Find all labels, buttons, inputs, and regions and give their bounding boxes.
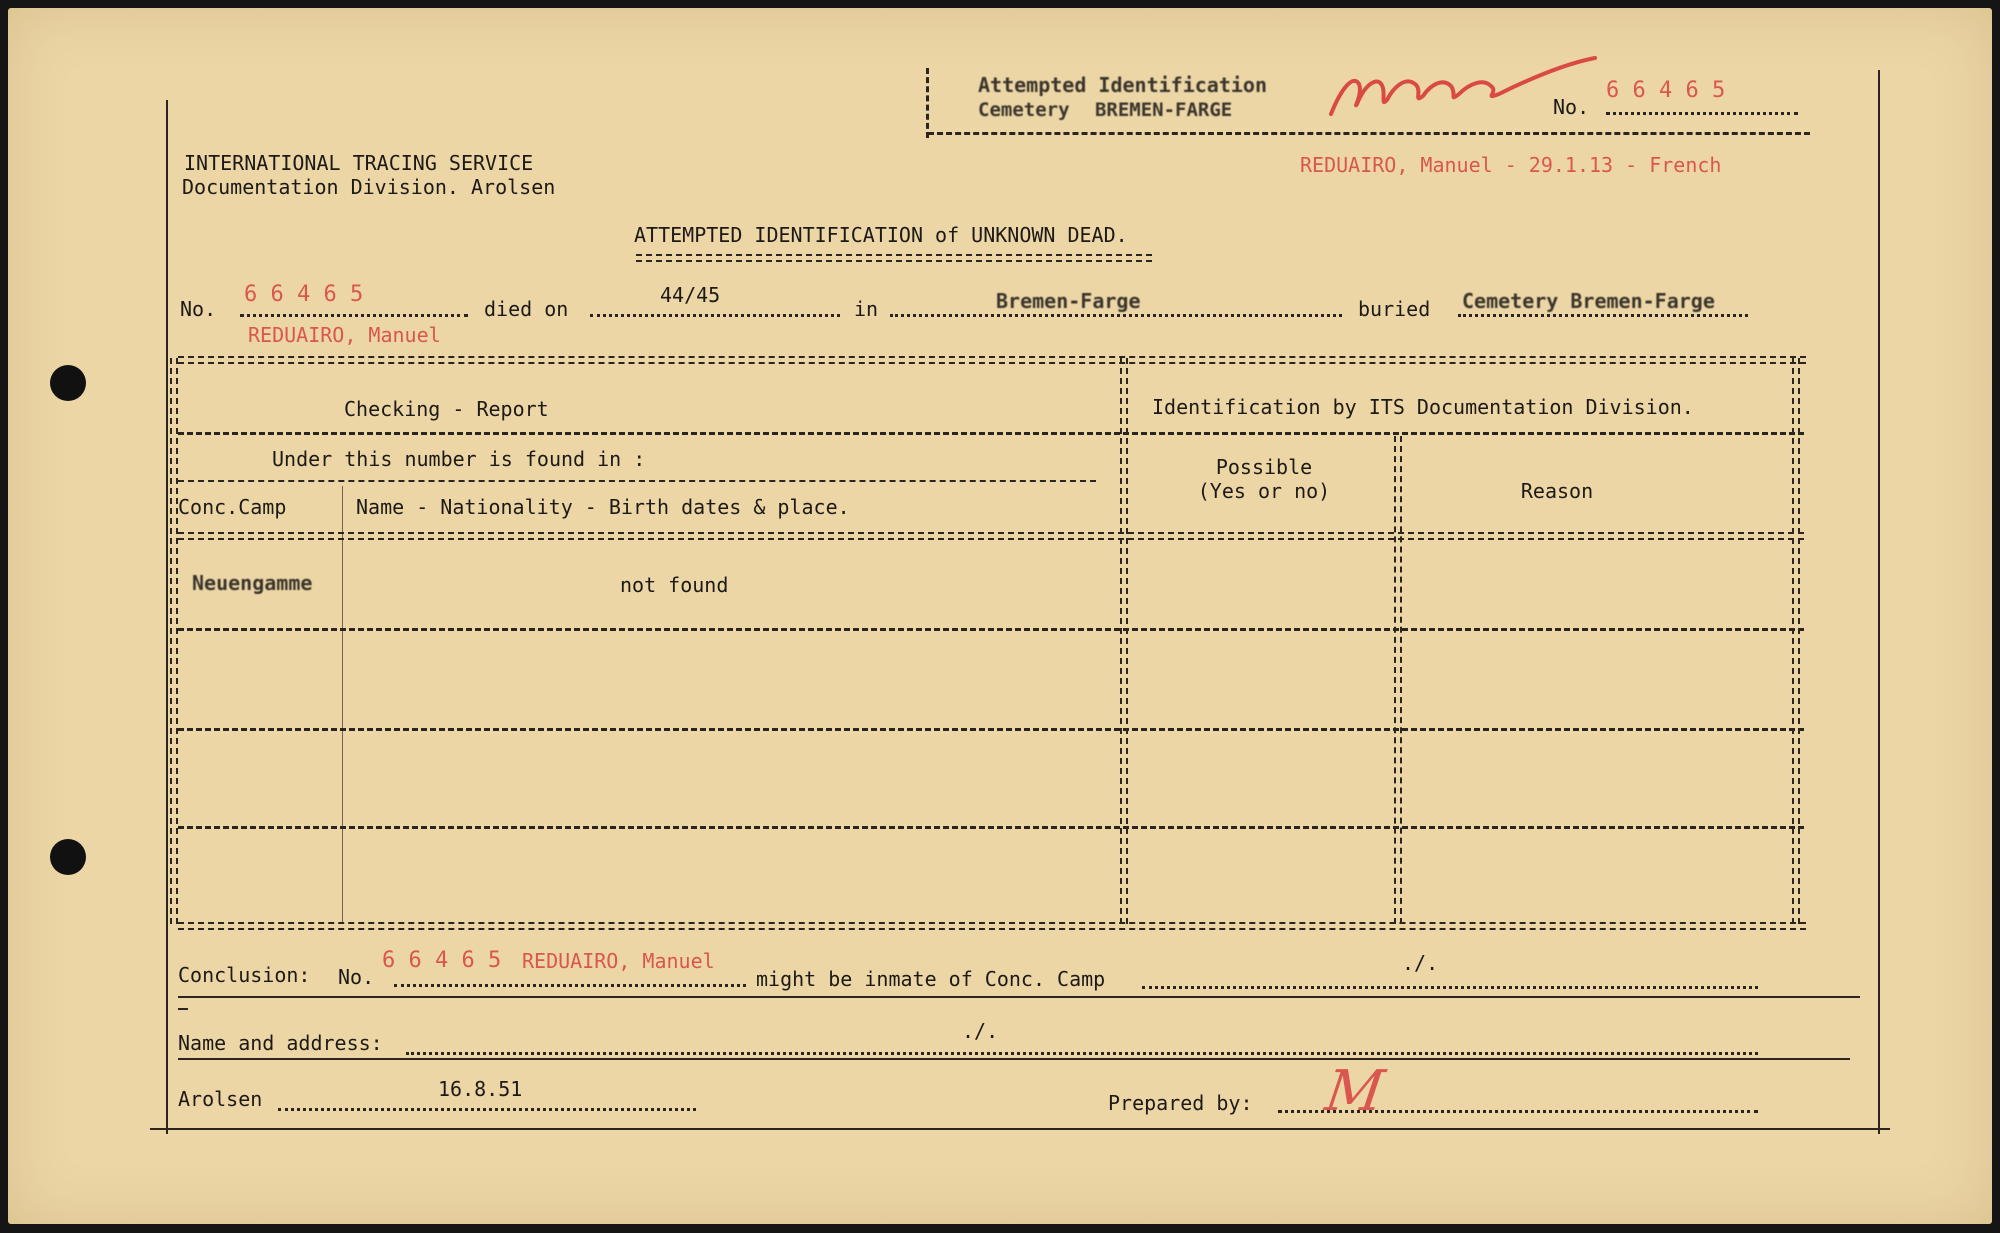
record-card — [8, 8, 1992, 1224]
title-underline — [636, 254, 1152, 262]
table-right-border — [1792, 358, 1800, 924]
stamp-prefix: Cemetery — [978, 99, 1070, 121]
table-left-border — [170, 358, 178, 924]
table-divider-main — [1120, 358, 1128, 924]
name-address-value: ./. — [962, 1019, 999, 1043]
conclusion-middle-text: might be inmate of Conc. Camp — [756, 967, 1106, 991]
died-value: 44/45 — [660, 283, 721, 307]
buried-dots — [1458, 314, 1748, 317]
conclusion-camp-value: ./. — [1402, 951, 1439, 975]
row-line-2 — [178, 728, 1804, 731]
record-no-label: No. — [180, 297, 217, 321]
buried-value: Cemetery Bremen-Farge — [1462, 289, 1715, 313]
died-dots — [590, 314, 840, 317]
conclusion-rule — [178, 996, 1860, 998]
column-header-line — [178, 532, 1804, 540]
table-top-border — [178, 356, 1806, 364]
prepared-initial: M — [1321, 1059, 1388, 1124]
top-number-label: No. — [1553, 95, 1590, 119]
died-label: died on — [484, 297, 569, 321]
conclusion-no-dots — [394, 984, 746, 987]
col-header-possible-2: (Yes or no) — [1197, 479, 1331, 503]
col-header-possible-1: Possible — [1215, 455, 1313, 479]
col-header-reason: Reason — [1520, 479, 1594, 503]
conclusion-name-value: REDUAIRO, Manuel — [522, 949, 715, 973]
form-title: ATTEMPTED IDENTIFICATION of UNKNOWN DEAD. — [634, 223, 1128, 247]
record-no-dots — [240, 314, 468, 317]
card-left-border — [166, 100, 168, 1134]
in-value: Bremen-Farge — [996, 289, 1141, 313]
buried-label: buried — [1358, 297, 1431, 321]
name-address-label: Name and address: — [178, 1031, 383, 1055]
subheader-line — [178, 480, 1096, 482]
prepared-label: Prepared by: — [1108, 1091, 1253, 1115]
conclusion-no-label: No. — [338, 965, 375, 989]
record-name-below: REDUAIRO, Manuel — [248, 323, 441, 347]
conclusion-tick — [178, 1008, 188, 1010]
top-name-line: REDUAIRO, Manuel - 29.1.13 - French — [1300, 153, 1722, 177]
conclusion-no-value: 6 6 4 6 5 — [382, 948, 502, 973]
footer-date: 16.8.51 — [438, 1077, 523, 1101]
conclusion-label: Conclusion: — [178, 963, 311, 987]
col-header-camp: Conc.Camp — [178, 495, 287, 519]
record-no-value: 6 6 4 6 5 — [244, 282, 364, 307]
stamp-place: BREMEN-FARGE — [1094, 99, 1233, 121]
row-1-camp: Neuengamme — [192, 571, 313, 595]
org-line-1: INTERNATIONAL TRACING SERVICE — [184, 151, 534, 175]
row-line-1 — [178, 628, 1804, 631]
stamp-line-2 — [978, 99, 1232, 121]
footer-place: Arolsen — [178, 1087, 263, 1111]
top-number-value: 6 6 4 6 5 — [1606, 78, 1726, 103]
table-bottom-border — [178, 922, 1806, 930]
subheader-found-in: Under this number is found in : — [272, 447, 646, 471]
name-address-dots — [406, 1052, 1758, 1055]
table-divider-reason — [1394, 436, 1402, 924]
conclusion-camp-dots — [1142, 986, 1758, 989]
col-header-name: Name - Nationality - Birth dates & place. — [356, 495, 850, 519]
in-dots — [890, 314, 1342, 317]
header-bottom-line — [178, 432, 1804, 435]
punch-hole — [50, 365, 86, 401]
in-label: in — [854, 297, 879, 321]
header-identification: Identification by ITS Documentation Division. — [1152, 395, 1694, 419]
card-bottom-border — [150, 1128, 1890, 1130]
org-line-2: Documentation Division. Arolsen — [182, 175, 556, 199]
stamp-line-1: Attempted Identification — [978, 73, 1267, 97]
top-number-dots — [1606, 112, 1798, 115]
card-right-border — [1878, 70, 1880, 1134]
stamp-box-bottom — [928, 132, 1810, 135]
punch-hole — [50, 839, 86, 875]
row-1-name: not found — [620, 573, 729, 597]
name-address-rule — [178, 1058, 1850, 1060]
footer-date-dots — [278, 1108, 696, 1111]
row-line-3 — [178, 826, 1804, 829]
table-divider-camp — [342, 486, 343, 924]
header-checking-report: Checking - Report — [344, 397, 549, 421]
stamp-box-left — [926, 68, 929, 138]
